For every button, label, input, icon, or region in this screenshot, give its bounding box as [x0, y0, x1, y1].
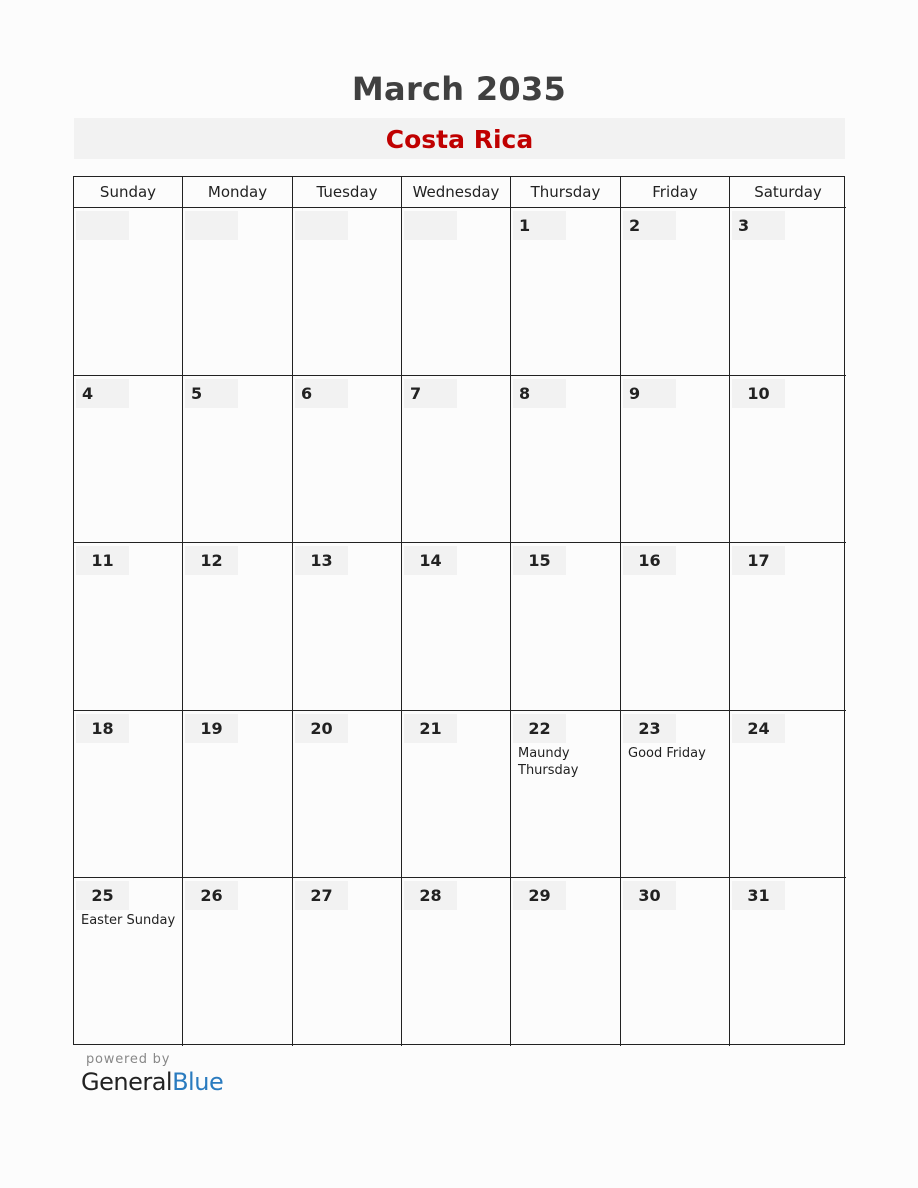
day-number [76, 211, 129, 240]
day-cell [730, 376, 846, 544]
day-cell [74, 878, 183, 1046]
day-cell [293, 711, 402, 879]
day-cell [402, 208, 511, 376]
day-cell [183, 376, 293, 544]
day-cell [511, 543, 621, 711]
country-banner [74, 118, 845, 159]
brand-name-general: General [81, 1068, 173, 1096]
day-number: 5 [185, 379, 238, 408]
calendar-grid [73, 176, 845, 1045]
day-number: 11 [76, 546, 129, 575]
holiday-label: Easter Sunday [81, 913, 176, 928]
day-number: 23 [623, 714, 676, 743]
day-number: 31 [732, 881, 785, 910]
day-number: 25 [76, 881, 129, 910]
day-number: 7 [404, 379, 457, 408]
day-cell [183, 878, 293, 1046]
day-cell [74, 208, 183, 376]
day-cell [730, 208, 846, 376]
day-number [404, 211, 457, 240]
day-number [295, 211, 348, 240]
day-cell [183, 208, 293, 376]
weekday-header: Wednesday [402, 177, 511, 208]
day-number: 6 [295, 379, 348, 408]
weekday-header: Thursday [511, 177, 621, 208]
day-cell [511, 376, 621, 544]
day-number: 8 [513, 379, 566, 408]
day-cell [402, 878, 511, 1046]
day-number: 27 [295, 881, 348, 910]
day-cell [402, 543, 511, 711]
day-cell [74, 543, 183, 711]
day-cell [730, 878, 846, 1046]
country-name: Costa Rica [385, 125, 534, 154]
day-number: 30 [623, 881, 676, 910]
day-cell [293, 543, 402, 711]
day-cell [293, 208, 402, 376]
day-cell [402, 711, 511, 879]
day-number: 21 [404, 714, 457, 743]
holiday-label: Maundy Thursday [518, 745, 579, 778]
day-cell [402, 376, 511, 544]
weekday-header: Saturday [730, 177, 846, 208]
day-number: 20 [295, 714, 348, 743]
day-number [185, 211, 238, 240]
day-cell [621, 376, 730, 544]
day-cell [621, 208, 730, 376]
day-cell [183, 711, 293, 879]
day-cell [293, 878, 402, 1046]
day-cell [730, 543, 846, 711]
day-cell [621, 543, 730, 711]
day-number: 26 [185, 881, 238, 910]
weekday-header: Sunday [74, 177, 183, 208]
page-title: March 2035 [351, 70, 567, 108]
day-number: 18 [76, 714, 129, 743]
day-cell [293, 376, 402, 544]
day-cell [74, 711, 183, 879]
day-number: 12 [185, 546, 238, 575]
day-number: 9 [623, 379, 676, 408]
powered-by-label: powered by [86, 1052, 171, 1067]
day-number: 13 [295, 546, 348, 575]
weekday-header: Tuesday [293, 177, 402, 208]
brand-logo [81, 1068, 223, 1096]
day-number: 16 [623, 546, 676, 575]
day-cell [730, 711, 846, 879]
day-cell [183, 543, 293, 711]
day-number: 17 [732, 546, 785, 575]
day-cell [621, 878, 730, 1046]
weekday-header: Friday [621, 177, 730, 208]
day-number: 24 [732, 714, 785, 743]
day-cell [74, 376, 183, 544]
day-number: 22 [513, 714, 566, 743]
day-number: 15 [513, 546, 566, 575]
day-number: 3 [732, 211, 785, 240]
day-number: 14 [404, 546, 457, 575]
day-cell [511, 878, 621, 1046]
day-cell [511, 208, 621, 376]
day-number: 19 [185, 714, 238, 743]
day-cell [621, 711, 730, 879]
weekday-header: Monday [183, 177, 293, 208]
brand-name-blue: Blue [172, 1068, 224, 1096]
day-number: 4 [76, 379, 129, 408]
day-number: 1 [513, 211, 566, 240]
day-cell [511, 711, 621, 879]
day-number: 2 [623, 211, 676, 240]
day-number: 28 [404, 881, 457, 910]
day-number: 29 [513, 881, 566, 910]
day-number: 10 [732, 379, 785, 408]
holiday-label: Good Friday [628, 745, 706, 761]
